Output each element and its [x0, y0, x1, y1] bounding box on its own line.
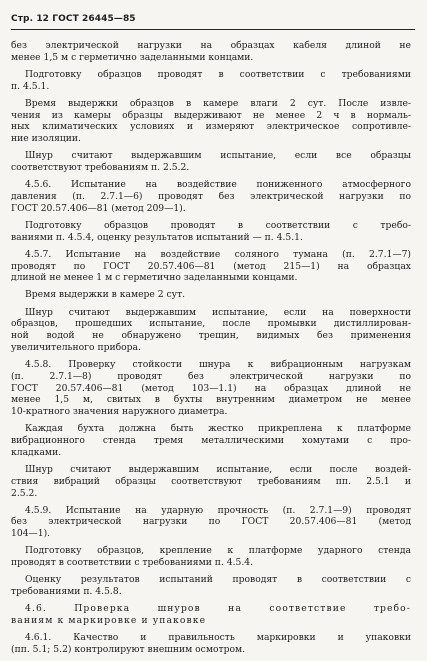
text-line: 4.5.9. Испытание на ударную прочность (п. 2.7.1—9) проводят	[25, 504, 411, 516]
text-line: проводят по ГОСТ 20.57.406—81 (метод 215—1) на образцах	[11, 260, 411, 272]
text-line: Оценку результатов испытаний проводят в соответствии с	[25, 574, 411, 586]
paragraph	[11, 632, 411, 656]
paragraph	[11, 574, 411, 598]
text-line: 4.5.6. Испытание на воздействие пониженного атмосферного	[25, 179, 411, 191]
text-line: 4.6.1. Качество и правильность маркировки и упаковки	[25, 632, 411, 644]
paragraph	[11, 249, 411, 284]
text-line: соответствуют требованиям п. 2.5.2.	[11, 162, 190, 174]
paragraph	[11, 505, 411, 540]
paragraph	[11, 150, 411, 174]
text-line: длиной не менее 1 м с герметично заделанными концами.	[11, 272, 298, 284]
text-line: образцов, прошедших испытание, после промывки дистиллирован-	[11, 318, 411, 330]
text-line: без электрической нагрузки на образцах кабеля длиной не	[11, 40, 411, 51]
text-line: Подготовку образцов, крепление к платформе ударного стенда	[25, 545, 411, 557]
text-line: 10-кратного значения наружного диаметра.	[11, 406, 228, 418]
text-line: кладками.	[11, 446, 62, 458]
text-line: 4.6. Проверка шнуров на соответствие требо-	[25, 603, 411, 615]
paragraph	[11, 423, 411, 458]
text-line: Время выдержки образцов в камере влаги 2 сут. После извле-	[25, 97, 411, 109]
text-line: (пп. 5.1; 5.2) контролируют внешним осмотром.	[11, 643, 246, 655]
text-line: Время выдержки в камере 2 сут.	[25, 289, 186, 301]
text-line: ГОСТ 20.57.406—81 (метод 103—1.1) на образцах длиной не	[11, 382, 411, 394]
text-line: менее 1,5 м, свитых в бухты внутренним диаметром не менее	[11, 394, 411, 406]
text-line: ваниями п. 4.5.4, оценку результатов испытаний — п. 4.5.1.	[11, 231, 303, 243]
page-header-title: Стр. 12 ГОСТ 26445—85	[11, 14, 136, 24]
text-line: Каждая бухта должна быть жестко прикреплена к платформе	[25, 423, 411, 435]
text-line: Шнур считают выдержавшим испытание, если все образцы	[25, 150, 411, 162]
text-line: п. 4.5.1.	[11, 80, 50, 92]
text-line: (п. 2.7.1—8) проводят без электрической нагрузки по	[11, 370, 411, 382]
text-line: давления (п. 2.7.1—6) проводят без электрической нагрузки по	[11, 190, 411, 202]
paragraph	[11, 179, 411, 214]
paragraph	[11, 40, 411, 64]
text-line: Шнур считают выдержавшим испытание, если на поверхности	[25, 306, 411, 318]
text-line: требованиями п. 4.5.8.	[11, 586, 122, 598]
text-line: Подготовку образцов проводят в соответствии с требо-	[25, 219, 411, 231]
paragraph	[11, 359, 411, 418]
text-line: менее 1,5 м с герметично заделанными концами.	[11, 51, 254, 63]
text-line: без электрической нагрузки по ГОСТ 20.57.406—81 (метод	[11, 516, 411, 528]
paragraph	[11, 98, 411, 145]
paragraph	[11, 220, 411, 244]
page-header	[11, 7, 415, 30]
paragraph	[11, 69, 411, 93]
paragraph	[11, 464, 411, 499]
text-line: ных климатических условиях и измеряют электрическое сопротивле-	[11, 121, 411, 133]
text-line: 104—1).	[11, 528, 51, 540]
paragraph	[11, 603, 411, 627]
text-line: 4.5.8. Проверку стойкости шнура к вибрационным нагрузкам	[25, 359, 411, 370]
paragraph	[11, 307, 411, 354]
text-line: проводят в соответствии с требованиями п. 4.5.4.	[11, 557, 254, 569]
text-line: Шнур считают выдержавшим испытание, если после воздей-	[25, 463, 411, 475]
text-line: ГОСТ 20.57.406—81 (метод 209—1).	[11, 202, 186, 214]
text-line: ваниям к маркировке и упаковке	[11, 614, 207, 626]
paragraph	[11, 289, 411, 301]
text-line: чения из камеры образцы выдерживают не менее 2 ч в нормаль-	[11, 109, 411, 121]
text-line: вибрационного стенда тремя металлическими хомутами с про-	[11, 435, 411, 447]
text-line: Подготовку образцов проводят в соответствии с требованиями	[25, 68, 411, 80]
text-line: 4.5.7. Испытание на воздействие соляного тумана (п. 2.7.1—7)	[25, 248, 411, 260]
text-line: ной водой не обнаружено трещин, видимых без применения	[11, 330, 411, 342]
document-body	[11, 40, 411, 661]
text-line: ние изоляции.	[11, 133, 81, 145]
text-line: увеличительного прибора.	[11, 341, 141, 353]
text-line: ствия вибраций образцы соответствуют требованиям пп. 2.5.1 и	[11, 475, 411, 487]
paragraph	[11, 545, 411, 569]
text-line: 2.5.2.	[11, 487, 38, 499]
